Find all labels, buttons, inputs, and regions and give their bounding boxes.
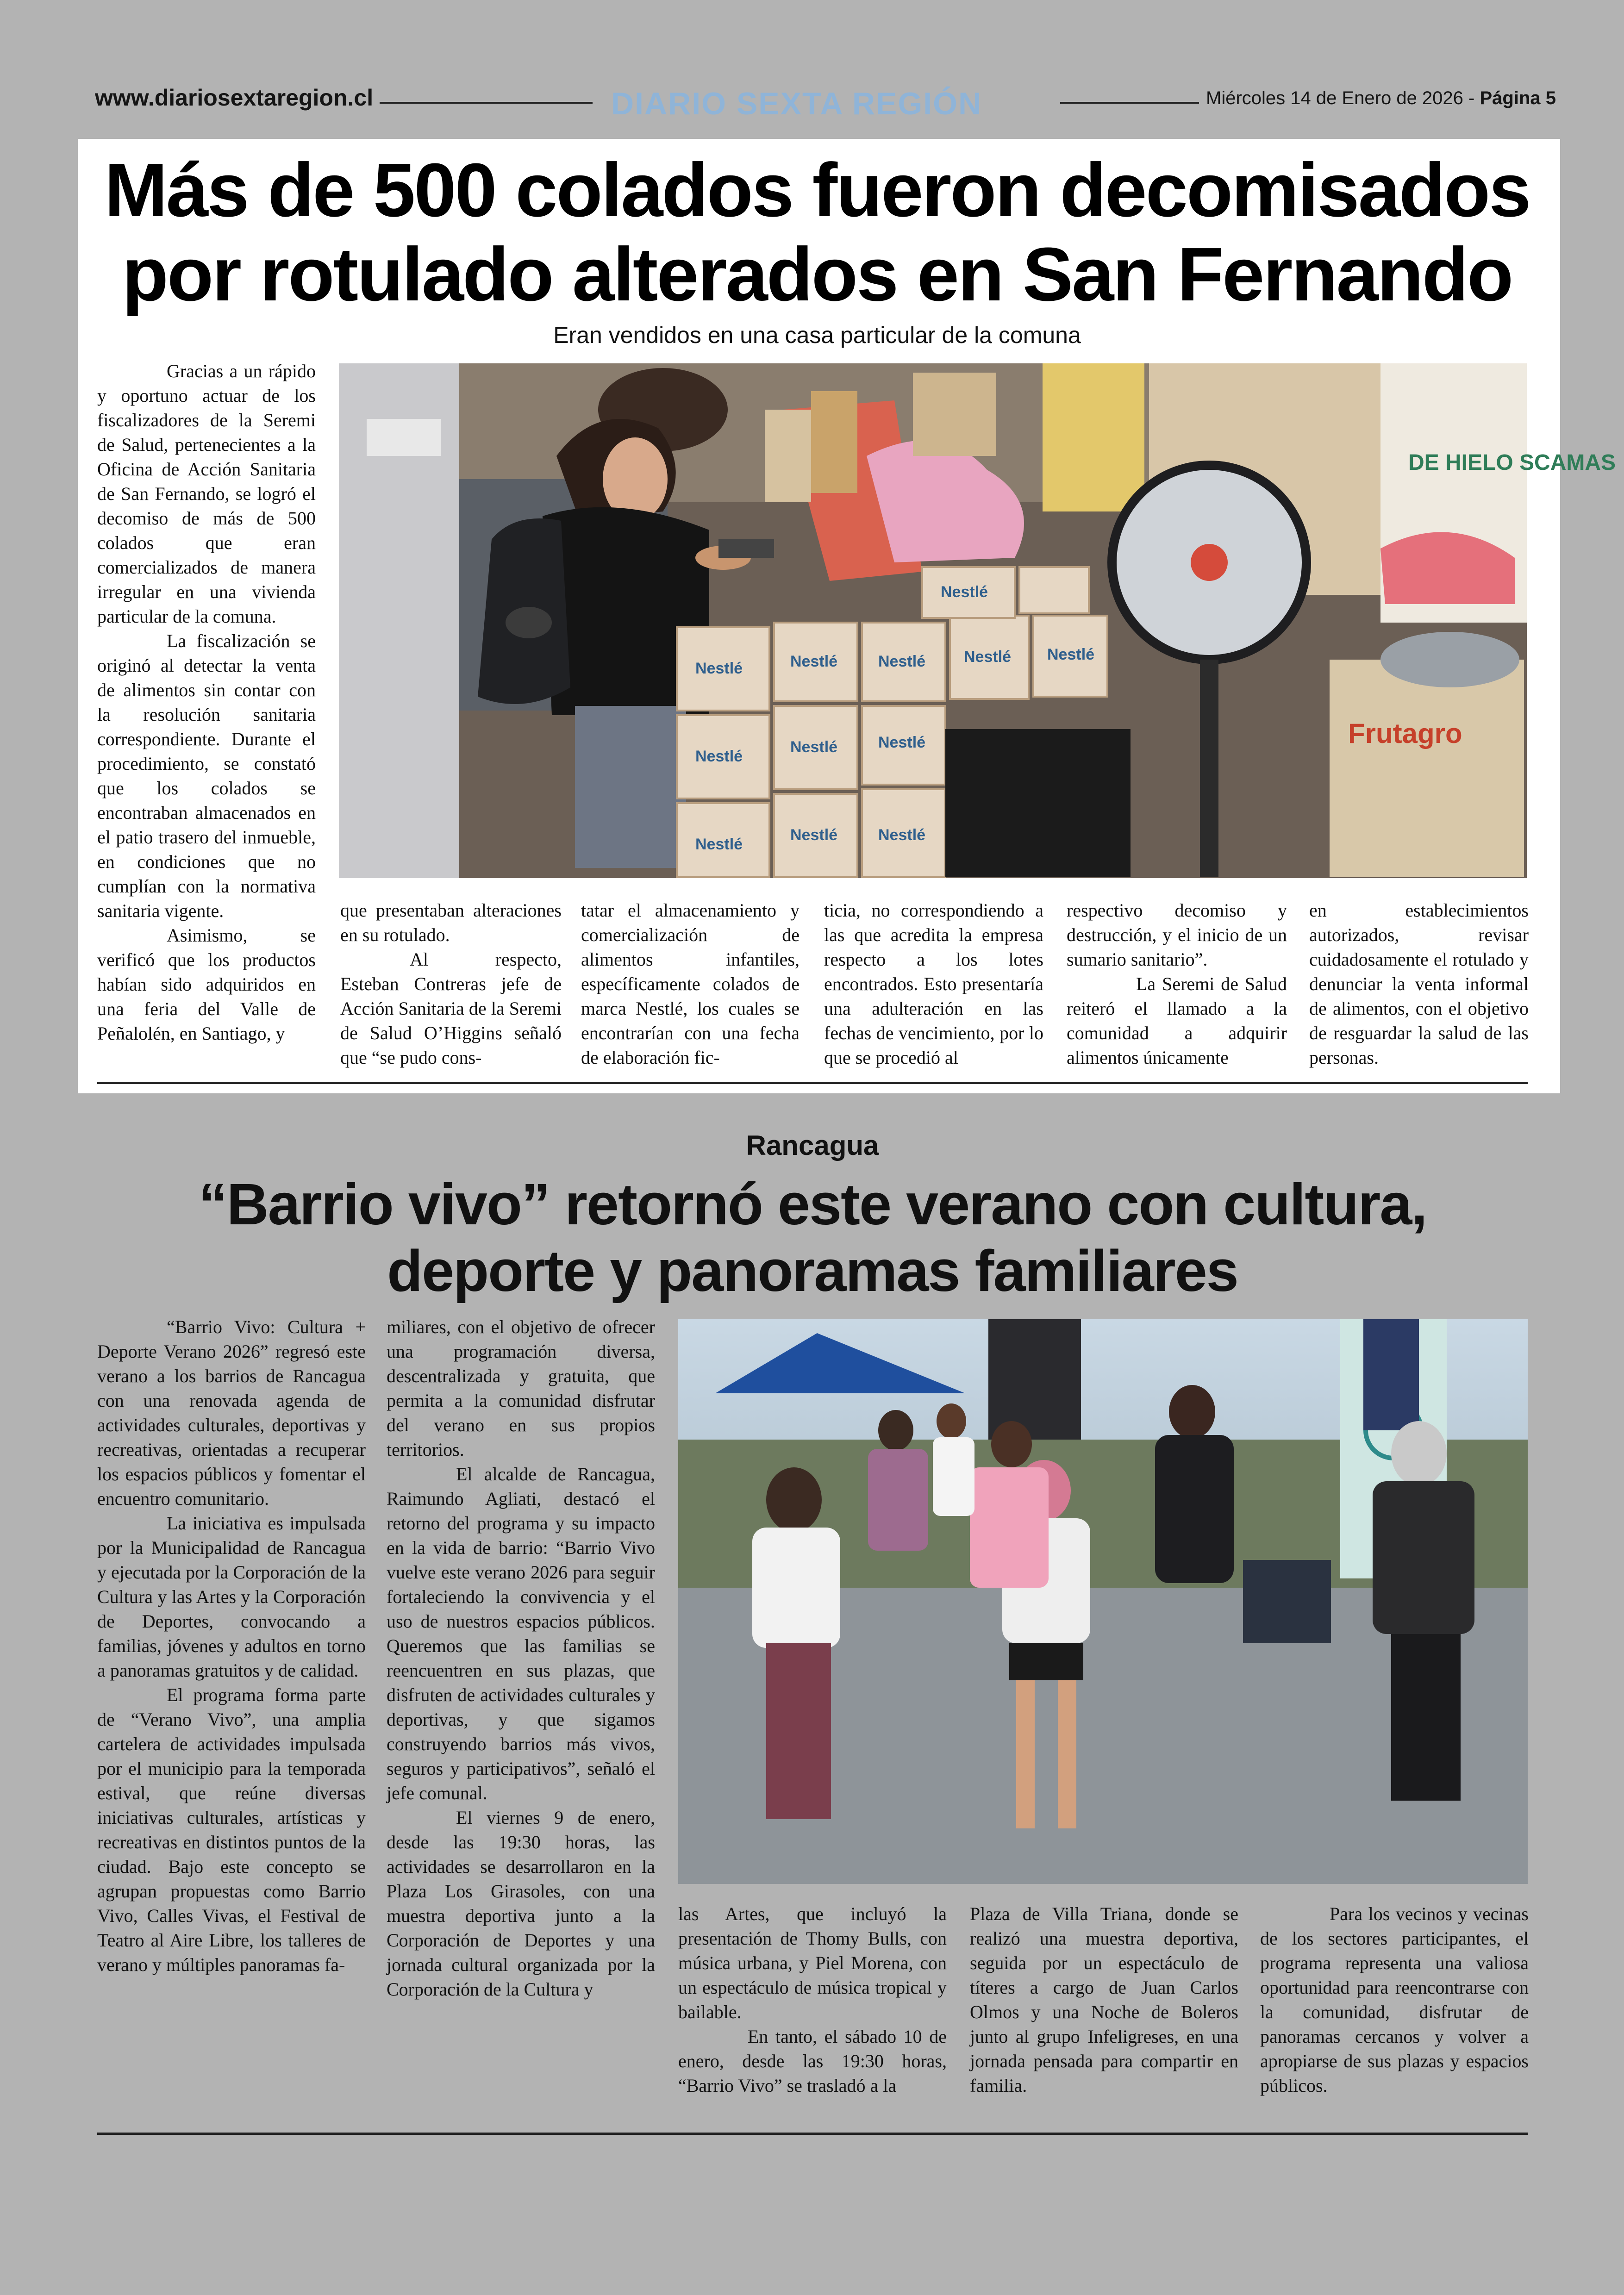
paragraph: El alcalde de Rancagua, Raimundo Agliati, destacó el retorno del programa y su impacto en la vida de barrio: “Barrio Vivo vuelve este verano 2026 para seguir fortaleciendo la convivencia y el uso de nuestros espacios públicos. Queremos que las familias se reencuentren en sus plazas, que disfruten de actividades culturales y deportivas, y que sigamos construyendo barrios más vivos, seguros y participativos”, señaló el jefe comunal.	[387, 1464, 655, 1803]
header-rule-left	[380, 102, 593, 104]
paragraph: Para los vecinos y vecinas de los sectores participantes, el programa representa una valiosa oportunidad para reencontrarse con la comunidad, disfrutar de panoramas cercanos y volver a apropiarse de sus plazas y espacios públicos.	[1260, 1903, 1529, 2096]
box-label: Nestlé	[964, 648, 1012, 666]
date-text: Miércoles 14 de Enero de 2026 -	[1206, 88, 1480, 108]
paragraph: La Seremi de Salud reiteró el llamado a la comunidad a adquirir alimentos únicamente	[1067, 973, 1287, 1068]
box-label: Nestlé	[790, 738, 838, 756]
box-label: Nestlé	[878, 653, 926, 670]
dance-photo-illustration	[678, 1319, 1528, 1884]
article-1-column-1	[97, 359, 316, 1046]
paragraph: La fiscalización se originó al detectar la venta de alimentos sin contar con la resolución sanitaria correspondiente. Durante el procedimiento, se constató que los colados se encontraban almacenados en el patio trasero del inmueble, en condiciones que no cumplían con la normativa sanitaria vigente.	[97, 630, 316, 921]
box-label: Nestlé	[790, 653, 838, 670]
site-url[interactable]: www.diariosextaregion.cl	[95, 85, 374, 111]
article-2-column-2	[387, 1315, 655, 2002]
sign-text: DE HIELO SCAMAS	[1408, 450, 1616, 475]
box-label: Nestlé	[1047, 646, 1095, 663]
newspaper-name: DIARIO SEXTA REGIÓN	[611, 86, 982, 121]
article-1-column-2	[340, 898, 562, 1070]
issue-date	[1206, 88, 1556, 109]
article-1-photo	[339, 363, 1616, 878]
box-label: Nestlé	[878, 734, 926, 751]
inspection-photo-illustration	[339, 363, 1616, 878]
paragraph: ticia, no correspondiendo a las que acredita la empresa respecto a los lotes encontrados. Esto presentaría una adulteración en las fechas de vencimiento, por lo que se procedió al	[824, 900, 1043, 1068]
article-2-kicker: Rancagua	[746, 1130, 879, 1161]
article-1-subhead: Eran vendidos en una casa particular de la comuna	[553, 322, 1081, 348]
article-2-column-5	[1260, 1902, 1529, 2098]
header-rule-right	[1060, 102, 1199, 104]
article-1-column-6	[1309, 898, 1529, 1070]
box-label: Nestlé	[941, 583, 988, 601]
article-1-headline: Más de 500 colados fueron decomisados por rotulado alterados en San Fernando	[104, 148, 1530, 317]
article-2-headline: “Barrio vivo” retornó este verano con cultura, deporte y panoramas familiares	[198, 1172, 1427, 1303]
box-label: Nestlé	[878, 826, 926, 844]
box-label: Nestlé	[790, 826, 838, 844]
paragraph: El viernes 9 de enero, desde las 19:30 horas, las actividades se desarrollaron en la Plaza Los Girasoles, con una muestra deportiva junto a la Corporación de Deportes y una jornada cultural organizada por la Corporación de la Cultura y	[387, 1807, 655, 2000]
paragraph: El programa forma parte de “Verano Vivo”, una amplia cartelera de actividades impulsada por el municipio para la temporada estival, que reúne diversas iniciativas culturales, artísticas y recreativas en distintos puntos de la ciudad. Bajo este concepto se agrupan propuestas como Barrio Vivo, Calles Vivas, el Festival de Teatro al Aire Libre, los talleres de verano y múltiples panoramas fa-	[97, 1684, 366, 1975]
paragraph: tatar el almacenamiento y comercialización de alimentos infantiles, específicamente colados de marca Nestlé, los cuales se encontrarían con una fecha de elaboración fic-	[581, 900, 800, 1068]
box-label: Nestlé	[695, 660, 743, 677]
paragraph: Al respecto, Esteban Contreras jefe de Acción Sanitaria de la Seremi de Salud O’Higgins señaló que “se pudo cons-	[340, 949, 562, 1068]
paragraph: Asimismo, se verificó que los productos habían sido adquiridos en una feria del Valle de Peñalolén, en Santiago, y	[97, 925, 316, 1044]
paragraph: respectivo decomiso y destrucción, y el inicio de un sumario sanitario”.	[1067, 900, 1287, 970]
paragraph: Plaza de Villa Triana, donde se realizó una muestra deportiva, seguida por un espectáculo de títeres a cargo de Juan Carlos Olmos y una Noche de Boleros junto al grupo Infeligreses, en una jornada pensada para compartir en familia.	[970, 1903, 1238, 2096]
article-2-column-1	[97, 1315, 366, 1977]
paragraph: las Artes, que incluyó la presentación de Thomy Bulls, con música urbana, y Piel Morena, con un espectáculo de música tropical y bailable.	[678, 1903, 947, 2022]
paragraph: Gracias a un rápido y oportuno actuar de los fiscalizadores de la Seremi de Salud, pertenecientes a la Oficina de Acción Sanitaria de San Fernando, se logró el decomiso de más de 500 colados que eran comercializados de manera irregular en una vivienda particular de la comuna.	[97, 361, 316, 627]
paragraph: en establecimientos autorizados, revisar cuidadosamente el rotulado y denunciar la venta informal de alimentos, con el objetivo de resguardar la salud de las personas.	[1309, 900, 1529, 1068]
article-2-bottom-rule	[97, 2133, 1528, 2135]
article-1-column-3	[581, 898, 800, 1070]
article-1-column-4	[824, 898, 1043, 1070]
page-number: Página 5	[1480, 88, 1556, 108]
box-label: Nestlé	[695, 836, 743, 853]
article-1-bottom-rule	[97, 1082, 1528, 1084]
article-1-column-5	[1067, 898, 1287, 1070]
article-2-photo	[678, 1319, 1528, 1884]
crate-label: Frutagro	[1348, 718, 1462, 749]
paragraph: “Barrio Vivo: Cultura + Deporte Verano 2026” regresó este verano a los barrios de Rancagua con una renovada agenda de actividades culturales, deportivas y recreativas, orientadas a recuperar los espacios públicos y fomentar el encuentro comunitario.	[97, 1316, 366, 1509]
paragraph: miliares, con el objetivo de ofrecer una programación diversa, descentralizada y gratuita, que permita a la comunidad disfrutar del verano en sus propios territorios.	[387, 1316, 655, 1460]
paragraph: que presentaban alteraciones en su rotulado.	[340, 900, 562, 945]
paragraph: En tanto, el sábado 10 de enero, desde las 19:30 horas, “Barrio Vivo” se trasladó a la	[678, 2026, 947, 2096]
paragraph: La iniciativa es impulsada por la Municipalidad de Rancagua y ejecutada por la Corporación de la Cultura y las Artes y la Corporación de Deportes, convocando a familias, jóvenes y adultos en torno a panoramas gratuitos y de calidad.	[97, 1513, 366, 1681]
article-2-column-4	[970, 1902, 1238, 2098]
article-2-column-3	[678, 1902, 947, 2098]
box-label: Nestlé	[695, 748, 743, 765]
